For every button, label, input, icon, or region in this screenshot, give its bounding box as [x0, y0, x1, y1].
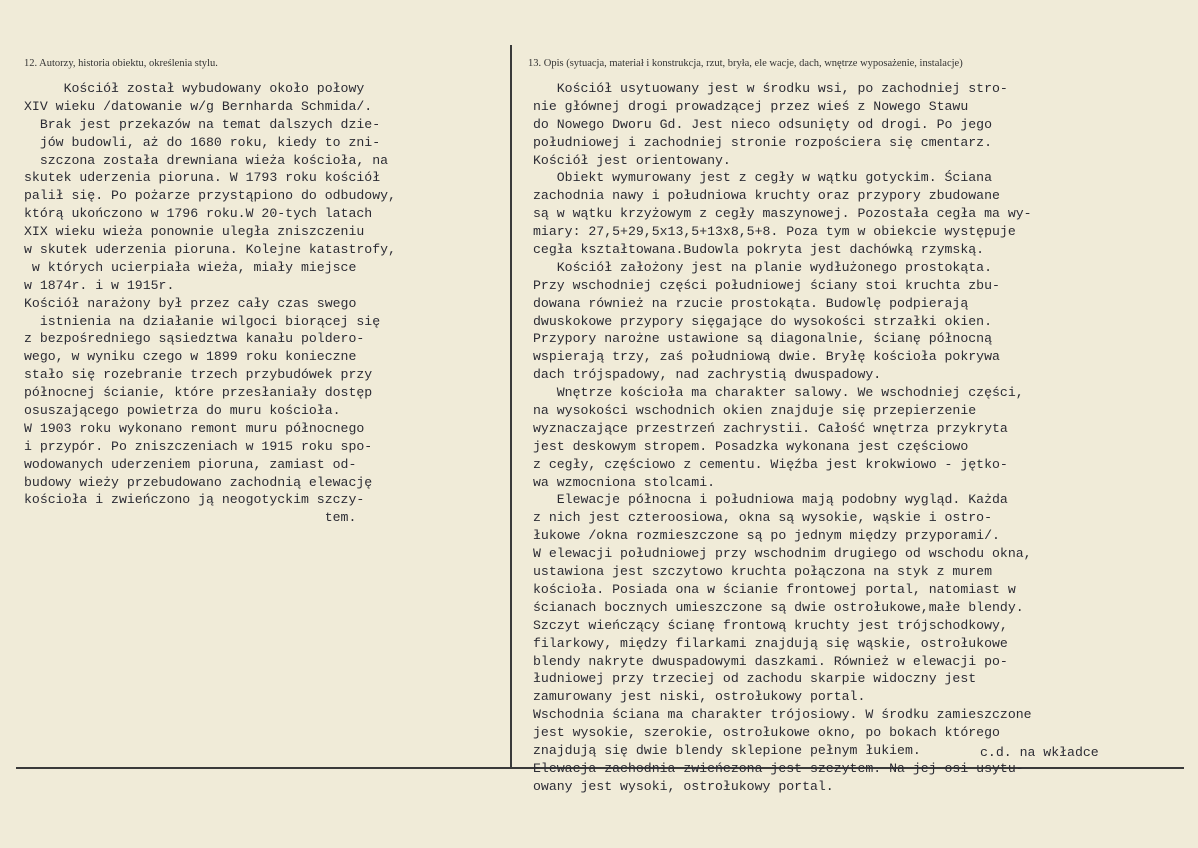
text-line: Kościół usytuowany jest w środku wsi, po zachodniej stro- — [533, 81, 1008, 96]
text-line: łukowe /okna rozmieszczone są po jednym między przyporami/. — [533, 528, 1000, 544]
text-line: Kościół jest orientowany. — [533, 152, 731, 168]
text-line: wspierają trzy, zaś południową dwie. Bryłę kościoła pokrywa — [533, 349, 1000, 365]
text-line: jest wysokie, szerokie, ostrołukowe okno, po bokach którego — [533, 725, 1000, 741]
column-divider — [510, 45, 512, 768]
text-line: dwuskokowe przypory sięgające do wysokości strzałki okien. — [533, 313, 992, 329]
text-line: palił się. Po pożarze przystąpiono do odbudowy, — [24, 188, 396, 204]
text-line: kościoła i zwieńczono ją neogotyckim szczy- — [24, 492, 365, 508]
text-line: W elewacji południowej przy wschodnim drugiego od wschodu okna, — [533, 546, 1032, 562]
text-line: w których ucierpiała wieża, miały miejsce — [24, 259, 357, 275]
text-line: jów budowli, aż do 1680 roku, kiedy to zni- — [24, 134, 381, 150]
text-line: kościoła. Posiada ona w ścianie frontowej portal, natomiast w — [533, 581, 1016, 597]
right-column-text — [533, 80, 1032, 796]
text-line: wyznaczające przestrzeń zachrystii. Całość wnętrza przykryta — [533, 420, 1008, 436]
text-line: Obiekt wymurowany jest z cegły w wątku gotyckim. Ściana — [533, 170, 992, 186]
text-line: dach trójspadowy, nad zachrystią dwuspadowy. — [533, 367, 882, 383]
text-line: XIX wieku wieża ponownie uległa zniszczeniu — [24, 224, 365, 240]
text-line: wa wzmocniona stolcami. — [533, 474, 716, 490]
text-line: Szczyt wieńczący ścianę frontową kruchty jest trójschodkowy, — [533, 617, 1008, 633]
text-line: XIV wieku /datowanie w/g Bernharda Schmida/. — [24, 98, 373, 114]
text-line: Elewacje północna i południowa mają podobny wygląd. Każda — [533, 492, 1008, 508]
text-line: miary: 27,5+29,5x13,5+13x8,5+8. Poza tym w obiekcie występuje — [533, 224, 1016, 240]
text-line: filarkowy, między filarkami znajdują się wąskie, ostrołukowe — [533, 635, 1008, 651]
text-line: Wnętrze kościoła ma charakter salowy. We wschodniej części, — [533, 385, 1024, 401]
text-line: jest deskowym stropem. Posadzka wykonana jest częściowo — [533, 438, 969, 454]
text-line: dowana również na rzucie prostokąta. Budowlę podpierają — [533, 295, 969, 311]
text-line: tem. — [24, 510, 357, 526]
text-line: południowej i zachodniej stronie rozpościera się cmentarz. — [533, 134, 992, 150]
right-column-heading: 13. Opis (sytuacja, materiał i konstrukcja, rzut, bryła, ele wacje, dach, wnętrze wyposażenie, instalacje) — [528, 58, 963, 69]
text-line: znajdują się dwie blendy sklepione pełnym łukiem. — [533, 742, 921, 758]
text-line: szczona została drewniana wieża kościoła, na — [24, 152, 389, 168]
text-line: północnej ścianie, które przesłaniały dostęp — [24, 385, 373, 401]
text-line: w 1874r. i w 1915r. — [24, 277, 175, 293]
text-line: owany jest wysoki, ostrołukowy portal. — [533, 778, 834, 794]
text-line: W 1903 roku wykonano remont muru północnego — [24, 420, 365, 436]
text-line: cegła kształtowana.Budowla pokryta jest dachówką rzymską. — [533, 242, 985, 258]
text-line: są w wątku krzyżowym z cegły maszynowej. Pozostała cegła ma wy- — [533, 206, 1032, 222]
text-line: ustawiona jest szczytowo kruchta połączona na styk z murem — [533, 564, 992, 580]
text-line: zachodnia nawy i południowa kruchty oraz przypory zbudowane — [533, 188, 1000, 204]
continuation-note: c.d. na wkładce — [980, 745, 1099, 760]
text-line: łudniowej przy trzeciej od zachodu skarpie widoczny jest — [533, 671, 977, 687]
text-line: budowy wieży przebudowano zachodnią elewację — [24, 474, 373, 490]
text-line: Kościół założony jest na planie wydłużonego prostokąta. — [533, 259, 992, 275]
text-line: osuszającego powietrza do muru kościoła. — [24, 403, 341, 419]
text-line: Kościół narażony był przez cały czas swego — [24, 295, 357, 311]
text-line: Przypory narożne ustawione są diagonalnie, ścianę północną — [533, 331, 992, 347]
text-line: którą ukończono w 1796 roku.W 20-tych latach — [24, 206, 373, 222]
text-line: z nich jest czteroosiowa, okna są wysokie, wąskie i ostro- — [533, 510, 992, 526]
text-line: Przy wschodniej części południowej ściany stoi kruchta zbu- — [533, 277, 1000, 293]
text-line: ścianach bocznych umieszczone są dwie ostrołukowe,małe blendy. — [533, 599, 1024, 615]
text-line: z bezpośredniego sąsiedztwa kanału poldero- — [24, 331, 365, 347]
text-line: nie głównej drogi prowadzącej przez wieś z Nowego Stawu — [533, 98, 969, 114]
left-column-text — [24, 80, 396, 527]
text-line: blendy nakryte dwuspadowymi daszkami. Również w elewacji po- — [533, 653, 1008, 669]
text-line: Elewacja zachodnia zwieńczona jest szczytem. Na jej osi usytu- — [533, 760, 1024, 776]
text-line: wodowanych uderzeniem pioruna, zamiast od- — [24, 456, 357, 472]
text-line: istnienia na działanie wilgoci biorącej się — [24, 313, 381, 329]
text-line: Wschodnia ściana ma charakter trójosiowy. W środku zamieszczone — [533, 707, 1032, 723]
text-line: stało się rozebranie trzech przybudówek przy — [24, 367, 373, 383]
left-column-heading: 12. Autorzy, historia obiektu, określenia stylu. — [24, 58, 218, 69]
text-line: na wysokości wschodnich okien znajduje się przepierzenie — [533, 403, 977, 419]
text-line: wego, w wyniku czego w 1899 roku konieczne — [24, 349, 357, 365]
text-line: Kościół został wybudowany około połowy — [24, 81, 365, 96]
text-line: skutek uderzenia pioruna. W 1793 roku kościół — [24, 170, 381, 186]
text-line: i przypór. Po zniszczeniach w 1915 roku spo- — [24, 438, 373, 454]
text-line: z cegły, częściowo z cementu. Więźba jest krokwiowo - jętko- — [533, 456, 1008, 472]
text-line: zamurowany jest niski, ostrołukowy portal. — [533, 689, 866, 705]
text-line: Brak jest przekazów na temat dalszych dzie- — [24, 116, 381, 132]
text-line: do Nowego Dworu Gd. Jest nieco odsunięty od drogi. Po jego — [533, 116, 992, 132]
text-line: w skutek uderzenia pioruna. Kolejne katastrofy, — [24, 242, 396, 258]
